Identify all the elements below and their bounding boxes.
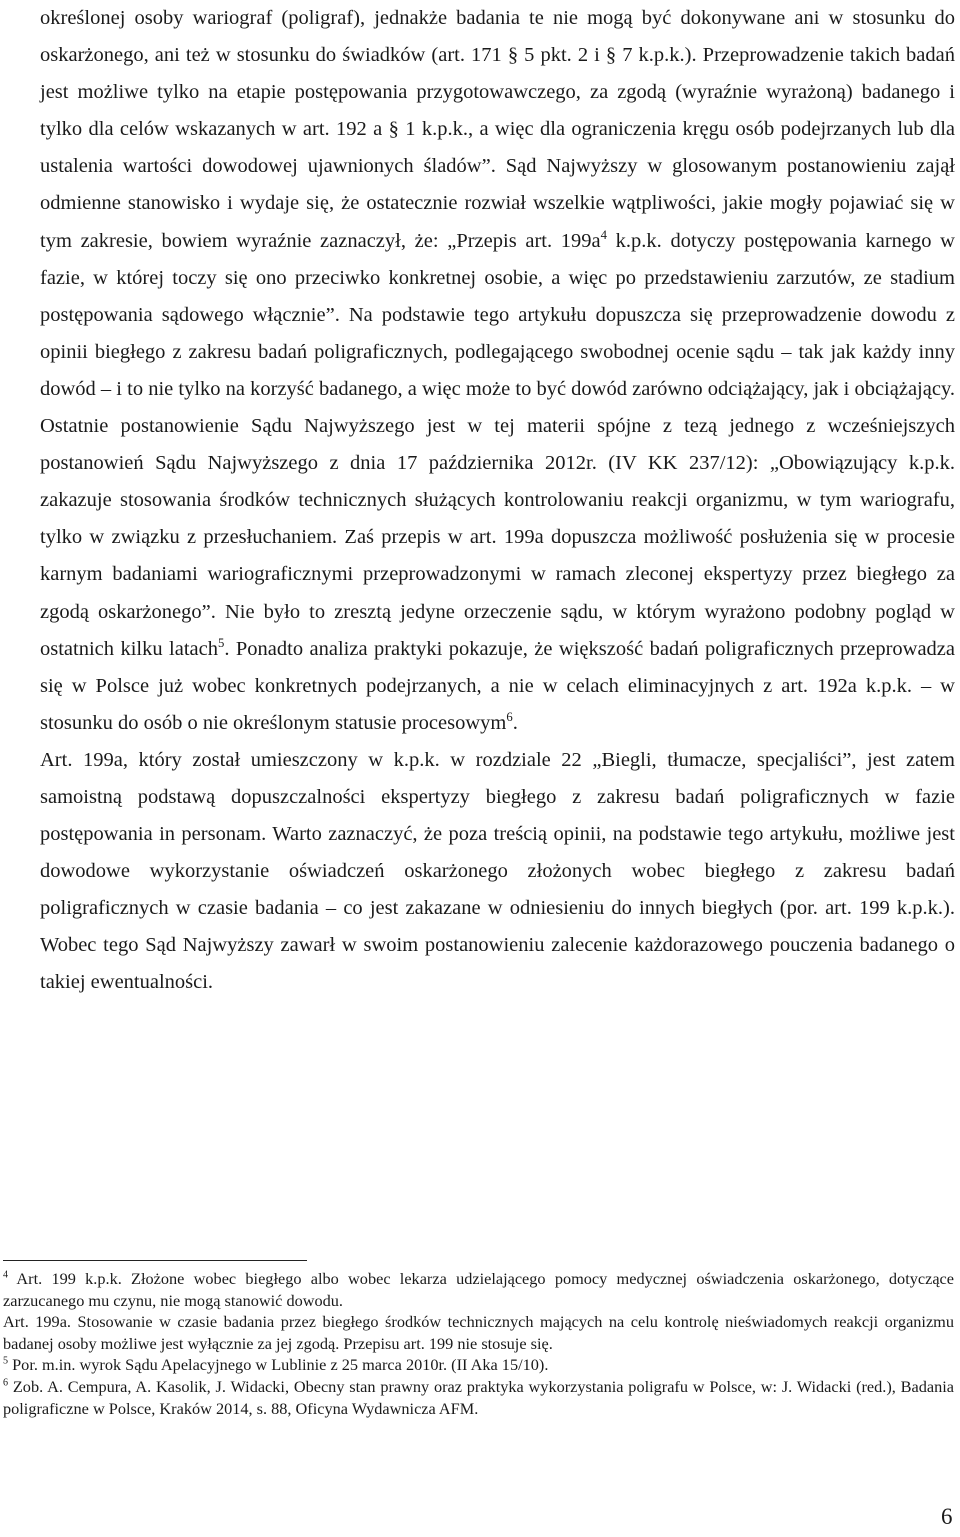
- footnote-6: [3, 1376, 954, 1419]
- footnote-4: [3, 1268, 954, 1311]
- paragraph-1-part-c: . Ponadto analiza praktyki pokazuje, że większość badań poligraficznych przeprowadza się w Polsce już wobec konkretnych podejrzanych, a nie w celach eliminacyjnych z art. 192a k.p.k. – w stosunku do osób o nie określonym statusie procesowym: [40, 637, 956, 734]
- paragraph-2: Art. 199a, który został umieszczony w k.p.k. w rozdziale 22 „Biegli, tłumacze, specjaliści”, jest zatem samoistną podstawą dopuszczalności ekspertyzy biegłego z zakresu badań poligraficznych w fazie postępowania in personam. Warto zaznaczyć, że poza treścią opinii, na podstawie tego artykułu, możliwe jest dowodowe wykorzystanie oświadczeń oskarżonego złożonych wobec biegłego z zakresu badań poligraficznych w czasie badania – co jest zakazane w odniesieniu do innych biegłych (por. art. 199 k.p.k.). Wobec tego Sąd Najwyższy zawarł w swoim postanowieniu zalecenie każdorazowego pouczenia badanego o takiej ewentualności.: [40, 748, 955, 994]
- footnote-5-text: Por. m.in. wyrok Sądu Apelacyjnego w Lublinie z 25 marca 2010r. (II Aka 15/10).: [8, 1355, 549, 1375]
- footnote-ref-6: 6: [506, 709, 513, 724]
- footnote-5-mark: 5: [3, 1355, 9, 1367]
- paragraph-1: [40, 0, 955, 742]
- page-number: 6: [941, 1504, 953, 1529]
- paragraph-1-part-a: określonej osoby wariograf (poligraf), jednakże badania te nie mogą być dokonywane ani w stosunku do oskarżonego, ani też w stosunku do świadków (art. 171 § 5 pkt. 2 i § 7 k.p.k.). Przeprowadzenie takich badań jest możliwe tylko na etapie postępowania przygotowawczego, za zgodą (wyraźnie wyrażoną) badanego i tylko dla celów wskazanych w art. 192 a § 1 k.p.k., a więc dla ograniczenia kręgu osób podejrzanych lub dla ustalenia wartości dowodowej ujawnionych śladów”. Sąd Najwyższy w glosowanym postanowieniu zajął odmienne stanowisko i wydaje się, że ostatecznie rozwiał wszelkie wątpliwości, jakie mogły pojawiać się w tym zakresie, bowiem wyraźnie zaznaczył, że: „Przepis art. 199a: [40, 7, 955, 252]
- footnote-6-text: Zob. A. Cempura, A. Kasolik, J. Widacki, Obecny stan prawny oraz praktyka wykorzystania poligrafu w Polsce, w: J. Widacki (red.), Badania poligraficzne w Polsce, Kraków 2014, s. 88, Oficyna Wydawnicza AFM.: [3, 1376, 954, 1418]
- footnote-4-text: Art. 199 k.p.k. Złożone wobec biegłego albo wobec lekarza udzielającego pomocy medycznej oświadczenia oskarżonego, dotyczące zarzucanego mu czynu, nie mogą stanowić dowodu.: [3, 1269, 954, 1310]
- footnote-4-mark: 4: [3, 1269, 9, 1281]
- paragraph-1-part-b: k.p.k. dotyczy postępowania karnego w fazie, w której toczy się ono przeciwko konkretnej osobie, a więc po przedstawieniu zarzutów, ze stadium postępowania sądowego włącznie”. Na podstawie tego artykułu dopuszcza się przeprowadzenie dowodu z opinii biegłego z zakresu badań poligraficznych, podlegającego swobodnej ocenie sądu – tak jak każdy inny dowód – i to nie tylko na korzyść badanego, a więc może to być dowód zarówno odciążający, jak i obciążający. Ostatnie postanowienie Sądu Najwyższego jest w tej materii spójne z tezą jednego z wcześniejszych postanowień Sądu Najwyższego z dnia 17 października 2012r. (IV KK 237/12): „Obowiązujący k.p.k. zakazuje stosowania środków technicznych służących kontrolowaniu reakcji organizmu, w tym wariografu, tylko w związku z przesłuchaniem. Zaś przepis w art. 199a dopuszcza możliwość posłużenia się w procesie karnym badaniami wariograficznymi przeprowadzonymi w ramach zleconej ekspertyzy przez biegłego za zgodą oskarżonego”. Nie było to zresztą jedyne orzeczenie sądu, w którym wyrażono podobny pogląd w ostatnich kilku latach: [40, 229, 955, 660]
- footnote-5: [3, 1354, 954, 1376]
- footnote-separator: [3, 1260, 307, 1261]
- footnote-ref-4: 4: [600, 227, 607, 242]
- footnote-4-continuation: Art. 199a. Stosowanie w czasie badania przez biegłego środków technicznych mających na celu kontrolę nieświadomych reakcji organizmu badanej osoby możliwe jest wyłącznie za jej zgodą. Przepisu art. 199 nie stosuje się.: [3, 1312, 954, 1353]
- footnote-6-mark: 6: [3, 1377, 9, 1389]
- main-text: [40, 0, 955, 1002]
- paragraph-1-part-d: .: [512, 711, 518, 734]
- footnotes: [3, 1268, 954, 1419]
- footnote-ref-5: 5: [217, 635, 225, 650]
